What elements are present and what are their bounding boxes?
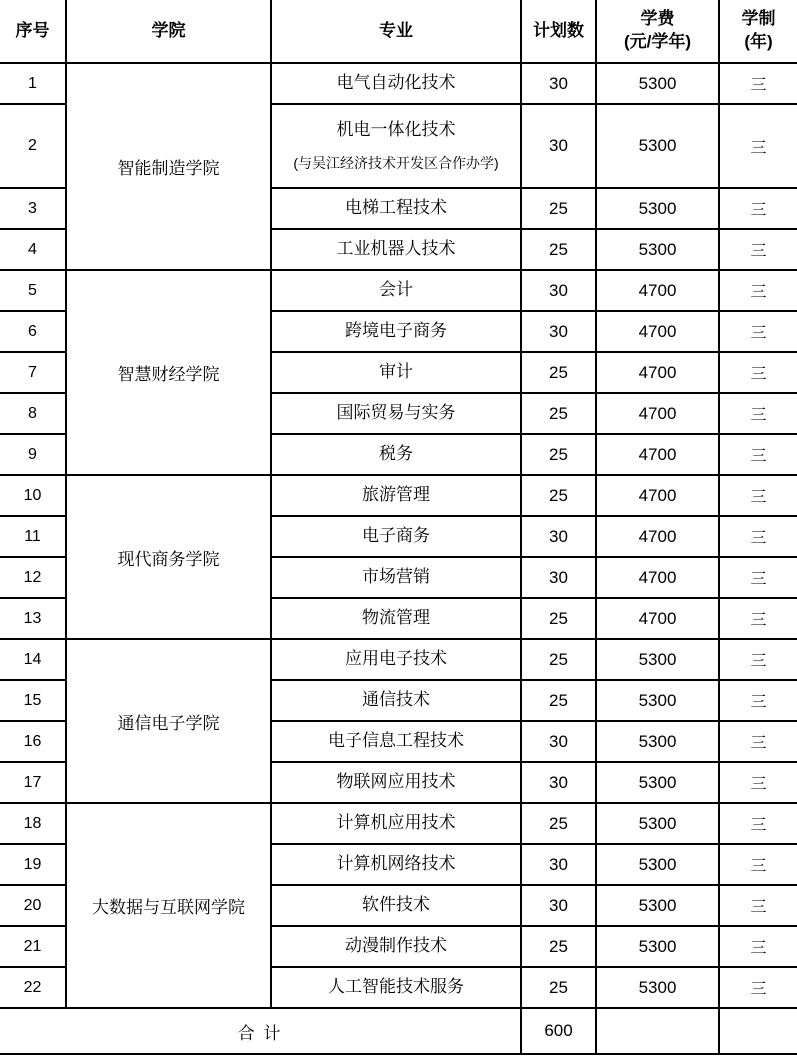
tuition-value: 4700 (596, 598, 719, 639)
major-name-cell (271, 762, 521, 803)
row-index: 17 (0, 762, 66, 803)
tuition-value: 4700 (596, 434, 719, 475)
college-name: 现代商务学院 (66, 475, 271, 639)
major-name-cell (271, 844, 521, 885)
major-name: 电梯工程技术 (345, 198, 447, 218)
major-name-cell (271, 104, 521, 188)
plan-count: 25 (521, 967, 596, 1008)
duration-value: 三 (719, 393, 797, 434)
col-header-tuition-unit: (元/学年) (623, 32, 692, 51)
plan-count: 25 (521, 393, 596, 434)
row-index: 2 (0, 104, 66, 188)
row-index: 4 (0, 229, 66, 270)
total-tuition-empty-cell (596, 1008, 719, 1054)
major-name-cell (271, 967, 521, 1008)
plan-count: 30 (521, 885, 596, 926)
duration-value: 三 (719, 885, 797, 926)
duration-value: 三 (719, 557, 797, 598)
tuition-value: 5300 (596, 63, 719, 104)
row-index: 20 (0, 885, 66, 926)
major-name: 物联网应用技术 (336, 772, 456, 792)
tuition-value: 4700 (596, 270, 719, 311)
tuition-value: 4700 (596, 557, 719, 598)
major-name: 国际贸易与实务 (336, 403, 456, 423)
duration-value: 三 (719, 188, 797, 229)
col-header-plan (521, 0, 596, 63)
duration-value: 三 (719, 229, 797, 270)
tuition-value: 5300 (596, 967, 719, 1008)
row-index: 6 (0, 311, 66, 352)
total-row (0, 1008, 797, 1054)
col-header-tuition-label: 学费 (640, 9, 675, 29)
col-header-duration-label: 学制 (741, 9, 776, 29)
plan-count: 30 (521, 270, 596, 311)
col-header-major-label: 专业 (379, 20, 413, 40)
tuition-value: 5300 (596, 188, 719, 229)
tuition-value: 5300 (596, 926, 719, 967)
plan-count: 25 (521, 926, 596, 967)
row-index: 8 (0, 393, 66, 434)
row-index: 5 (0, 270, 66, 311)
duration-value: 三 (719, 926, 797, 967)
major-name: 电气自动化技术 (336, 73, 456, 93)
duration-value: 三 (719, 844, 797, 885)
total-label: 合 计 (0, 1008, 521, 1054)
table-row (0, 639, 797, 680)
major-name-cell (271, 680, 521, 721)
major-name-cell (271, 598, 521, 639)
major-name-cell (271, 229, 521, 270)
plan-count: 30 (521, 63, 596, 104)
major-name-cell (271, 63, 521, 104)
duration-value: 三 (719, 63, 797, 104)
plan-count: 25 (521, 434, 596, 475)
duration-value: 三 (719, 270, 797, 311)
row-index: 21 (0, 926, 66, 967)
plan-count: 25 (521, 803, 596, 844)
row-index: 15 (0, 680, 66, 721)
col-header-duration-unit: (年) (744, 32, 773, 51)
major-name-cell (271, 434, 521, 475)
duration-value: 三 (719, 639, 797, 680)
major-name: 机电一体化技术 (336, 120, 456, 140)
duration-value: 三 (719, 598, 797, 639)
row-index: 3 (0, 188, 66, 229)
tuition-value: 5300 (596, 639, 719, 680)
tuition-value: 5300 (596, 229, 719, 270)
major-name: 电子商务 (362, 526, 430, 546)
row-index: 13 (0, 598, 66, 639)
major-name: 会计 (379, 280, 413, 300)
major-name-cell (271, 188, 521, 229)
major-name-cell (271, 475, 521, 516)
tuition-value: 4700 (596, 311, 719, 352)
duration-value: 三 (719, 721, 797, 762)
major-name: 动漫制作技术 (345, 936, 447, 956)
total-plan-value: 600 (521, 1008, 596, 1054)
college-name: 智慧财经学院 (66, 270, 271, 475)
major-name: 通信技术 (362, 690, 430, 710)
row-index: 18 (0, 803, 66, 844)
row-index: 11 (0, 516, 66, 557)
major-name: 旅游管理 (362, 485, 430, 505)
total-duration-empty-cell (719, 1008, 797, 1054)
college-name: 大数据与互联网学院 (66, 803, 271, 1008)
plan-count: 30 (521, 104, 596, 188)
tuition-value: 5300 (596, 680, 719, 721)
major-name: 人工智能技术服务 (328, 977, 464, 997)
col-header-college-label: 学院 (151, 20, 186, 40)
major-name-cell (271, 352, 521, 393)
plan-count: 25 (521, 229, 596, 270)
plan-count: 25 (521, 680, 596, 721)
row-index: 1 (0, 63, 66, 104)
major-name-cell (271, 270, 521, 311)
col-header-index (0, 0, 66, 63)
major-name-cell (271, 639, 521, 680)
major-name: 软件技术 (362, 895, 430, 915)
major-name: 电子信息工程技术 (328, 731, 464, 751)
table-row (0, 63, 797, 104)
plan-count: 25 (521, 188, 596, 229)
major-name: 工业机器人技术 (336, 239, 456, 259)
plan-count: 30 (521, 557, 596, 598)
major-name: 物流管理 (362, 608, 430, 628)
major-name-cell (271, 557, 521, 598)
major-name-cell (271, 885, 521, 926)
major-name: 跨境电子商务 (345, 321, 447, 341)
plan-count: 25 (521, 598, 596, 639)
major-name: 计算机应用技术 (336, 813, 456, 833)
plan-count: 30 (521, 516, 596, 557)
duration-value: 三 (719, 967, 797, 1008)
major-name-cell (271, 803, 521, 844)
row-index: 9 (0, 434, 66, 475)
duration-value: 三 (719, 680, 797, 721)
duration-value: 三 (719, 762, 797, 803)
col-header-index-label: 序号 (15, 20, 50, 40)
row-index: 12 (0, 557, 66, 598)
col-header-college (66, 0, 271, 63)
table-body (0, 63, 797, 1008)
col-header-plan-label: 计划数 (533, 20, 584, 40)
major-name-cell (271, 393, 521, 434)
major-name-cell (271, 311, 521, 352)
row-index: 14 (0, 639, 66, 680)
tuition-value: 4700 (596, 352, 719, 393)
college-name: 通信电子学院 (66, 639, 271, 803)
tuition-value: 5300 (596, 803, 719, 844)
tuition-value: 5300 (596, 885, 719, 926)
row-index: 10 (0, 475, 66, 516)
duration-value: 三 (719, 352, 797, 393)
plan-count: 30 (521, 721, 596, 762)
plan-count: 25 (521, 352, 596, 393)
row-index: 16 (0, 721, 66, 762)
row-index: 7 (0, 352, 66, 393)
plan-count: 25 (521, 639, 596, 680)
major-name: 市场营销 (362, 567, 430, 587)
tuition-value: 5300 (596, 762, 719, 803)
tuition-value: 4700 (596, 475, 719, 516)
row-index: 19 (0, 844, 66, 885)
plan-count: 25 (521, 475, 596, 516)
tuition-value: 5300 (596, 104, 719, 188)
plan-count: 30 (521, 844, 596, 885)
major-name-cell (271, 516, 521, 557)
duration-value: 三 (719, 516, 797, 557)
tuition-value: 5300 (596, 721, 719, 762)
tuition-value: 4700 (596, 393, 719, 434)
major-name-cell (271, 721, 521, 762)
plan-count: 30 (521, 311, 596, 352)
major-name: 税务 (379, 444, 413, 464)
col-header-duration (719, 0, 797, 63)
major-name: 计算机网络技术 (336, 854, 456, 874)
tuition-value: 4700 (596, 516, 719, 557)
row-index: 22 (0, 967, 66, 1008)
duration-value: 三 (719, 803, 797, 844)
major-name-cell (271, 926, 521, 967)
college-name: 智能制造学院 (66, 63, 271, 270)
table-row (0, 803, 797, 844)
plan-count: 30 (521, 762, 596, 803)
table-row (0, 270, 797, 311)
major-name: 应用电子技术 (345, 649, 447, 669)
duration-value: 三 (719, 311, 797, 352)
header-row (0, 0, 797, 63)
col-header-tuition (596, 0, 719, 63)
major-cooperation-note: (与吴江经济技术开发区合作办学) (293, 154, 499, 171)
major-name: 审计 (379, 362, 413, 382)
duration-value: 三 (719, 434, 797, 475)
col-header-major (271, 0, 521, 63)
table-row (0, 475, 797, 516)
duration-value: 三 (719, 475, 797, 516)
tuition-value: 5300 (596, 844, 719, 885)
duration-value: 三 (719, 104, 797, 188)
